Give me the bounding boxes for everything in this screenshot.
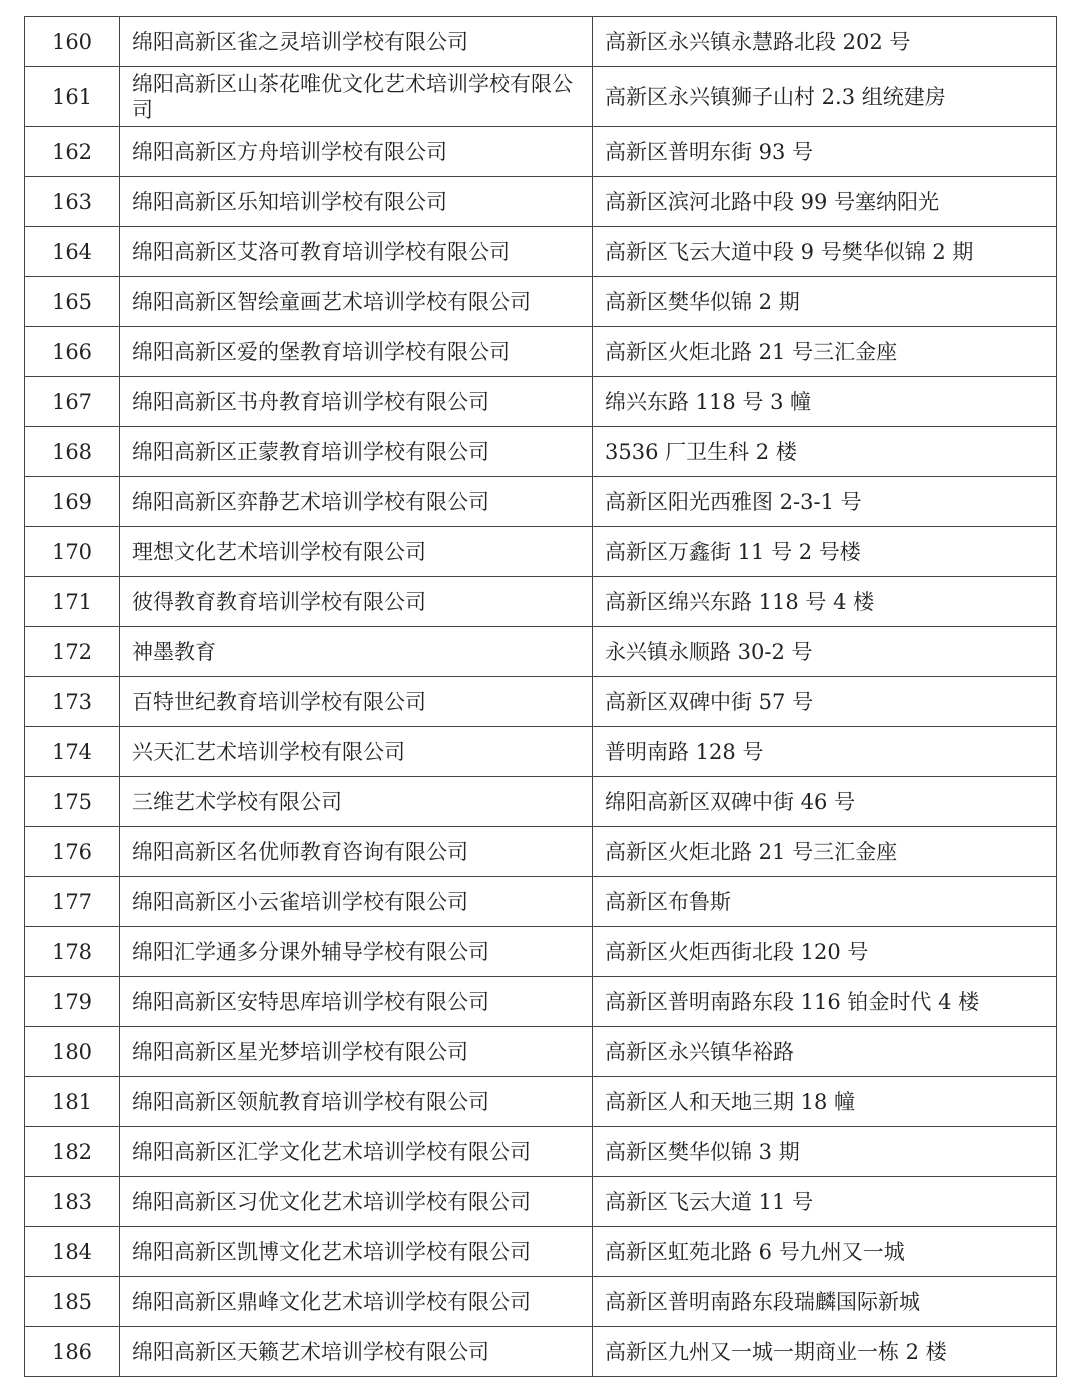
row-number: 185 xyxy=(25,1277,120,1327)
school-address: 高新区万鑫街 11 号 2 号楼 xyxy=(593,527,1057,577)
school-address: 高新区飞云大道中段 9 号樊华似锦 2 期 xyxy=(593,227,1057,277)
school-address: 高新区人和天地三期 18 幢 xyxy=(593,1077,1057,1127)
table-row xyxy=(25,577,1057,627)
row-number: 181 xyxy=(25,1077,120,1127)
school-name: 彼得教育教育培训学校有限公司 xyxy=(120,577,593,627)
table-row xyxy=(25,427,1057,477)
row-number: 186 xyxy=(25,1327,120,1377)
table-row xyxy=(25,227,1057,277)
school-address: 永兴镇永顺路 30-2 号 xyxy=(593,627,1057,677)
table-row xyxy=(25,327,1057,377)
school-address: 高新区火炬西街北段 120 号 xyxy=(593,927,1057,977)
table-row xyxy=(25,1127,1057,1177)
school-name: 神墨教育 xyxy=(120,627,593,677)
table-row xyxy=(25,377,1057,427)
school-name: 绵阳高新区智绘童画艺术培训学校有限公司 xyxy=(120,277,593,327)
row-number: 168 xyxy=(25,427,120,477)
row-number: 174 xyxy=(25,727,120,777)
row-number: 165 xyxy=(25,277,120,327)
table-row xyxy=(25,1027,1057,1077)
table-row xyxy=(25,727,1057,777)
table-row xyxy=(25,927,1057,977)
table-row xyxy=(25,827,1057,877)
table-row xyxy=(25,67,1057,127)
school-address: 高新区九州又一城一期商业一栋 2 楼 xyxy=(593,1327,1057,1377)
school-address: 高新区樊华似锦 3 期 xyxy=(593,1127,1057,1177)
school-name: 百特世纪教育培训学校有限公司 xyxy=(120,677,593,727)
row-number: 183 xyxy=(25,1177,120,1227)
school-address: 高新区虹苑北路 6 号九州又一城 xyxy=(593,1227,1057,1277)
table-row xyxy=(25,627,1057,677)
table-row xyxy=(25,527,1057,577)
row-number: 167 xyxy=(25,377,120,427)
table-row xyxy=(25,1327,1057,1377)
school-address: 高新区双碑中街 57 号 xyxy=(593,677,1057,727)
school-name: 绵阳高新区天籁艺术培训学校有限公司 xyxy=(120,1327,593,1377)
table-row xyxy=(25,977,1057,1027)
school-name: 绵阳高新区艾洛可教育培训学校有限公司 xyxy=(120,227,593,277)
school-address: 绵阳高新区双碑中街 46 号 xyxy=(593,777,1057,827)
school-name: 绵阳高新区鼎峰文化艺术培训学校有限公司 xyxy=(120,1277,593,1327)
school-address: 高新区火炬北路 21 号三汇金座 xyxy=(593,327,1057,377)
school-name: 绵阳高新区汇学文化艺术培训学校有限公司 xyxy=(120,1127,593,1177)
table-row xyxy=(25,1227,1057,1277)
school-name: 绵阳高新区书舟教育培训学校有限公司 xyxy=(120,377,593,427)
school-address: 高新区飞云大道 11 号 xyxy=(593,1177,1057,1227)
row-number: 160 xyxy=(25,17,120,67)
school-list-table xyxy=(24,16,1057,1377)
table-row xyxy=(25,17,1057,67)
school-name: 绵阳高新区方舟培训学校有限公司 xyxy=(120,127,593,177)
school-name: 绵阳高新区名优师教育咨询有限公司 xyxy=(120,827,593,877)
row-number: 162 xyxy=(25,127,120,177)
school-address: 普明南路 128 号 xyxy=(593,727,1057,777)
row-number: 172 xyxy=(25,627,120,677)
school-address: 高新区普明东街 93 号 xyxy=(593,127,1057,177)
school-address: 高新区布鲁斯 xyxy=(593,877,1057,927)
school-address: 高新区永兴镇永慧路北段 202 号 xyxy=(593,17,1057,67)
table-row xyxy=(25,1177,1057,1227)
school-address: 高新区普明南路东段瑞麟国际新城 xyxy=(593,1277,1057,1327)
table-row xyxy=(25,677,1057,727)
row-number: 161 xyxy=(25,67,120,127)
row-number: 177 xyxy=(25,877,120,927)
table-row xyxy=(25,177,1057,227)
school-name: 绵阳汇学通多分课外辅导学校有限公司 xyxy=(120,927,593,977)
school-address: 高新区滨河北路中段 99 号塞纳阳光 xyxy=(593,177,1057,227)
row-number: 173 xyxy=(25,677,120,727)
school-name: 绵阳高新区雀之灵培训学校有限公司 xyxy=(120,17,593,67)
row-number: 163 xyxy=(25,177,120,227)
table-row xyxy=(25,477,1057,527)
row-number: 179 xyxy=(25,977,120,1027)
table-row xyxy=(25,277,1057,327)
row-number: 184 xyxy=(25,1227,120,1277)
school-name: 绵阳高新区山茶花唯优文化艺术培训学校有限公司 xyxy=(120,67,593,127)
school-name: 兴天汇艺术培训学校有限公司 xyxy=(120,727,593,777)
row-number: 164 xyxy=(25,227,120,277)
row-number: 175 xyxy=(25,777,120,827)
school-address: 高新区普明南路东段 116 铂金时代 4 楼 xyxy=(593,977,1057,1027)
table-body xyxy=(25,17,1057,1377)
school-address: 绵兴东路 118 号 3 幢 xyxy=(593,377,1057,427)
school-address: 高新区永兴镇狮子山村 2.3 组统建房 xyxy=(593,67,1057,127)
school-name: 绵阳高新区习优文化艺术培训学校有限公司 xyxy=(120,1177,593,1227)
table-row xyxy=(25,777,1057,827)
school-address: 高新区阳光西雅图 2-3-1 号 xyxy=(593,477,1057,527)
school-name: 绵阳高新区弈静艺术培训学校有限公司 xyxy=(120,477,593,527)
row-number: 171 xyxy=(25,577,120,627)
table-row xyxy=(25,127,1057,177)
school-name: 绵阳高新区领航教育培训学校有限公司 xyxy=(120,1077,593,1127)
row-number: 169 xyxy=(25,477,120,527)
school-address: 高新区绵兴东路 118 号 4 楼 xyxy=(593,577,1057,627)
table-row xyxy=(25,1077,1057,1127)
school-name: 三维艺术学校有限公司 xyxy=(120,777,593,827)
row-number: 176 xyxy=(25,827,120,877)
row-number: 178 xyxy=(25,927,120,977)
school-name: 绵阳高新区星光梦培训学校有限公司 xyxy=(120,1027,593,1077)
row-number: 170 xyxy=(25,527,120,577)
school-address: 高新区永兴镇华裕路 xyxy=(593,1027,1057,1077)
school-name: 绵阳高新区乐知培训学校有限公司 xyxy=(120,177,593,227)
school-name: 绵阳高新区正蒙教育培训学校有限公司 xyxy=(120,427,593,477)
row-number: 182 xyxy=(25,1127,120,1177)
school-name: 绵阳高新区安特思库培训学校有限公司 xyxy=(120,977,593,1027)
school-name: 绵阳高新区小云雀培训学校有限公司 xyxy=(120,877,593,927)
row-number: 166 xyxy=(25,327,120,377)
table-row xyxy=(25,877,1057,927)
school-address: 高新区樊华似锦 2 期 xyxy=(593,277,1057,327)
table-row xyxy=(25,1277,1057,1327)
school-address: 3536 厂卫生科 2 楼 xyxy=(593,427,1057,477)
school-name: 绵阳高新区凯博文化艺术培训学校有限公司 xyxy=(120,1227,593,1277)
school-name: 理想文化艺术培训学校有限公司 xyxy=(120,527,593,577)
row-number: 180 xyxy=(25,1027,120,1077)
school-address: 高新区火炬北路 21 号三汇金座 xyxy=(593,827,1057,877)
school-name: 绵阳高新区爱的堡教育培训学校有限公司 xyxy=(120,327,593,377)
